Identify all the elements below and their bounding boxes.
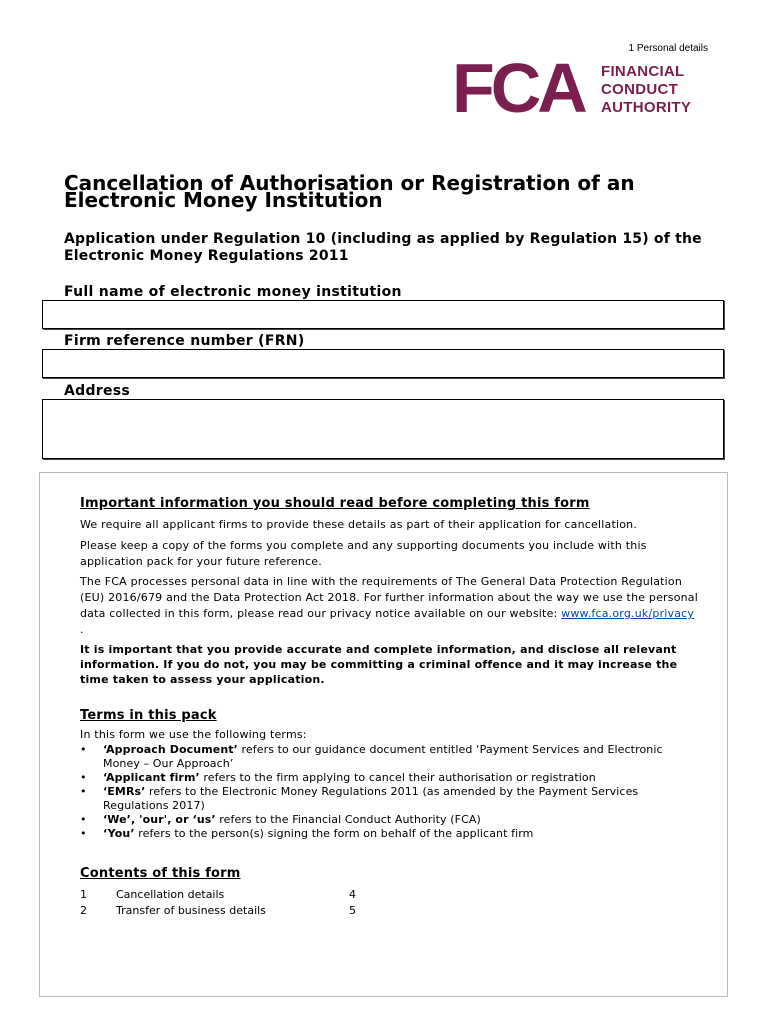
bullet-icon: • <box>80 771 87 784</box>
frn-field[interactable] <box>42 349 724 378</box>
contents-page: 5 <box>349 904 356 917</box>
list-item <box>80 827 700 841</box>
contents-number: 2 <box>80 904 87 917</box>
term-name: ‘Applicant firm’ <box>103 771 200 784</box>
important-paragraph-2: Please keep a copy of the forms you complete and any supporting documents you include with this application pack for your future reference. <box>80 539 647 568</box>
bullet-icon: • <box>80 743 87 756</box>
bullet-icon: • <box>80 827 87 840</box>
frn-label: Firm reference number (FRN) <box>64 333 305 349</box>
important-paragraph-3 <box>80 574 700 638</box>
full-name-label: Full name of electronic money institution <box>64 284 402 300</box>
term-name: ‘We’, 'our', or ‘us’ <box>103 813 216 826</box>
list-item <box>80 813 700 827</box>
term-definition: refers to the firm applying to cancel their authorisation or registration <box>199 771 596 784</box>
fca-logo <box>452 49 712 127</box>
terms-list <box>80 743 700 841</box>
list-item <box>80 743 700 771</box>
logo-letters: FCA <box>452 49 584 127</box>
logo-line-3: AUTHORITY <box>601 99 692 116</box>
term-definition: refers to the person(s) signing the form on behalf of the applicant firm <box>134 827 534 840</box>
contents-heading: Contents of this form <box>80 866 241 881</box>
term-name: ‘You’ <box>103 827 135 840</box>
page-title <box>64 171 744 212</box>
term-definition: refers to our guidance document entitled ‘Payment Services and Electronic Money – Our Approach’ <box>103 743 663 770</box>
address-field[interactable] <box>42 399 724 459</box>
logo-line-1: FINANCIAL <box>601 63 685 80</box>
contents-title: Transfer of business details <box>116 904 266 917</box>
title-line-2: Electronic Money Institution <box>64 188 383 212</box>
privacy-text: The FCA processes personal data in line with the requirements of The General Data Protection Regulation (EU) 2016/679 and the Data Protection Act 2018. For further information about the way we use the personal data collected in this form, please read our privacy notice available on our website: <box>80 575 699 620</box>
terms-heading: Terms in this pack <box>80 708 217 723</box>
important-heading: Important information you should read before completing this form <box>80 496 590 511</box>
section-indicator: 1 Personal details <box>628 43 708 54</box>
contents-number: 1 <box>80 888 87 901</box>
term-definition: refers to the Financial Conduct Authority (FCA) <box>215 813 481 826</box>
term-name: ‘Approach Document’ <box>103 743 238 756</box>
privacy-link[interactable]: www.fca.org.uk/privacy <box>561 607 695 620</box>
list-item <box>80 771 700 785</box>
bullet-icon: • <box>80 813 87 826</box>
term-definition: refers to the Electronic Money Regulations 2011 (as amended by the Payment Services Regulations 2017) <box>103 785 639 812</box>
logo-wordmark <box>601 63 691 117</box>
privacy-after: . <box>80 623 84 636</box>
warning-text: It is important that you provide accurate and complete information, and disclose all relevant information. If you do not, you may be committing a criminal offence and it may increase the time taken to assess your application. <box>80 643 678 686</box>
bullet-icon: • <box>80 785 87 798</box>
terms-intro: In this form we use the following terms: <box>80 728 307 741</box>
address-label: Address <box>64 383 131 399</box>
logo-line-2: CONDUCT <box>601 81 679 98</box>
full-name-field[interactable] <box>42 300 724 329</box>
title-line-1: Cancellation of Authorisation or Registration of an <box>64 171 635 195</box>
contents-page: 4 <box>349 888 356 901</box>
list-item <box>80 785 700 813</box>
term-name: ‘EMRs’ <box>103 785 146 798</box>
information-panel <box>39 472 728 997</box>
page-subtitle: Application under Regulation 10 (including as applied by Regulation 15) of the Electronic Money Regulations 2011 <box>64 231 702 264</box>
important-paragraph-1: We require all applicant firms to provide these details as part of their application for cancellation. <box>80 518 638 531</box>
contents-title: Cancellation details <box>116 888 225 901</box>
